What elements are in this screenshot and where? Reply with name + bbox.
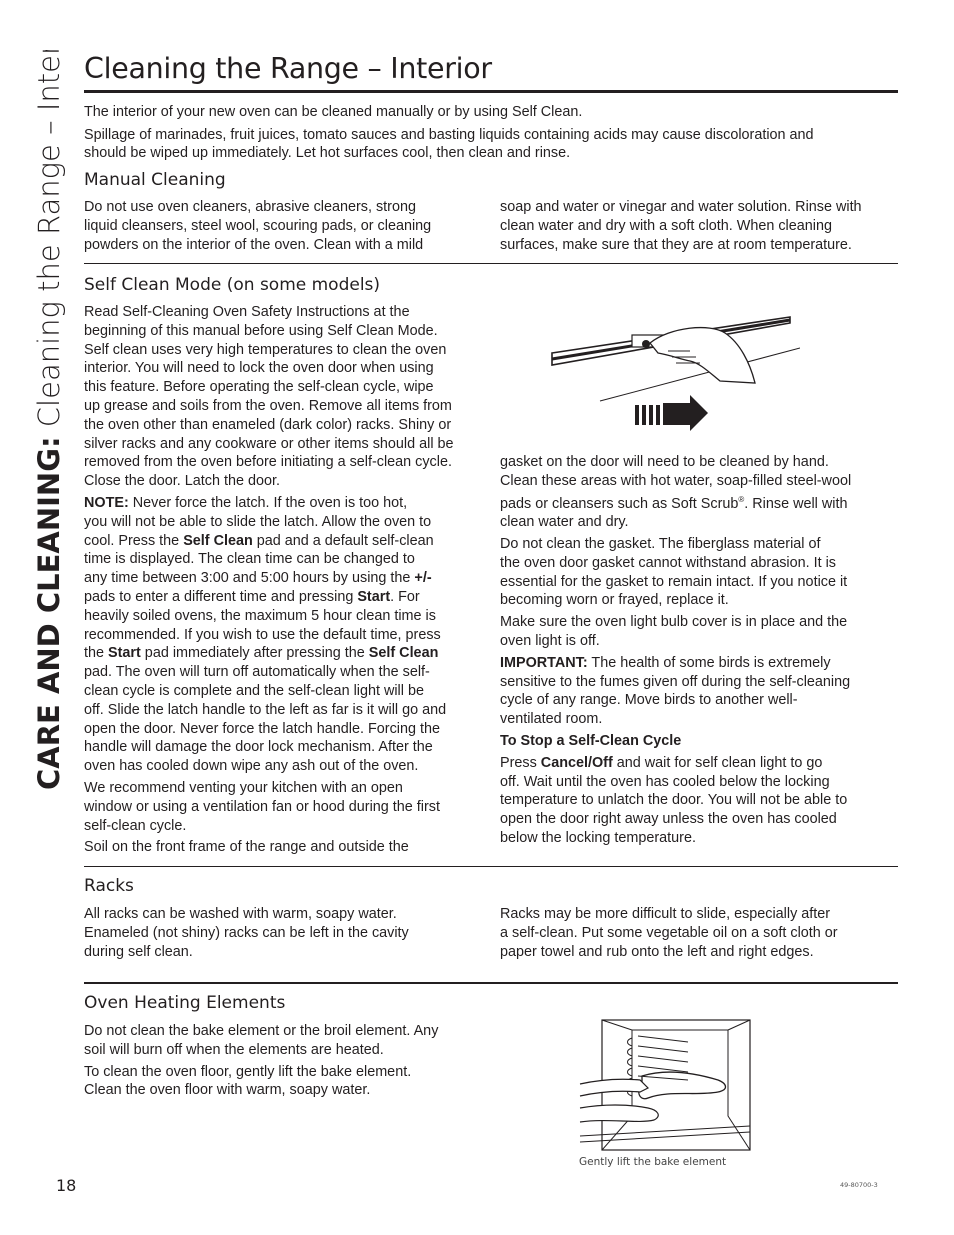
text-line: Do not clean the bake element or the broil element. Any [84, 1023, 439, 1039]
note-label: NOTE: [84, 494, 129, 511]
self-clean-left-column [84, 303, 494, 857]
text-line: oven has cooled down wipe any ash out of the oven. [84, 758, 419, 775]
side-section-tab [25, 50, 65, 790]
text-line: silver racks and any cookware or other items should all be [84, 435, 454, 452]
text-run: The health of some birds is extremely [587, 654, 831, 671]
heating-text [84, 1022, 438, 1100]
text-line: below the locking temperature. [500, 829, 696, 846]
section-divider [84, 263, 898, 264]
racks-left-text [84, 905, 409, 961]
racks-heading: Racks [84, 876, 134, 896]
manual-left-text [84, 198, 431, 254]
text-run: pads to enter a different time and pressing [84, 588, 358, 605]
text-line: Clean these areas with hot water, soap-filled steel-wool [500, 472, 852, 489]
text-line: ventilated room. [500, 711, 603, 728]
text-line: gasket on the door will need to be cleaned by hand. [500, 454, 829, 470]
text-line: open the door. Never force the latch handle. Forcing the [84, 720, 440, 737]
text-run: and wait for self clean light to go [612, 754, 823, 771]
text-run: pad and a default self-clean [252, 532, 434, 549]
text-run: Never force the latch. If the oven is too hot, [128, 494, 408, 511]
text-line: clean cycle is complete and the self-clean light will be [84, 682, 424, 699]
text-line: cycle of any range. Move birds to another well- [500, 692, 798, 709]
text-line: open the door right away unless the oven has cooled [500, 811, 837, 828]
text-line: up grease and soils from the oven. Remove all items from [84, 397, 452, 414]
manual-right-text [500, 198, 862, 254]
note-line-6 [84, 588, 494, 607]
text-line: pad. The oven will turn off automatically when the self- [84, 664, 430, 681]
text-line: off. Slide the latch handle to the left as far is it will go and [84, 701, 447, 718]
page-number: 18 [56, 1176, 77, 1195]
text-line: essential for the gasket to remain intact. If you notice it [500, 573, 848, 590]
svg-text:CARE AND CLEANING: Cleaning th [32, 50, 65, 790]
text-line: Clean the oven floor with warm, soapy water. [84, 1082, 371, 1099]
important-line-1 [500, 654, 900, 673]
document-code: 49-80700-3 [840, 1181, 878, 1189]
text-line: We recommend venting your kitchen with an open [84, 779, 403, 796]
text-run: any time between 3:00 and 5:00 hours by using the [84, 570, 415, 587]
text-line: All racks can be washed with warm, soapy water. [84, 906, 397, 922]
text-line: Soil on the front frame of the range and outside the [84, 839, 409, 856]
text-line: off. Wait until the oven has cooled below the locking [500, 773, 830, 790]
text-line: becoming worn or frayed, replace it. [500, 592, 729, 609]
text-run: . Rinse well with [744, 495, 848, 512]
text-line: during self clean. [84, 943, 193, 960]
text-line: soil will burn off when the elements are heated. [84, 1041, 384, 1058]
side-tab-light: Cleaning the Range – Interior [32, 50, 65, 437]
note-line-1 [84, 494, 494, 513]
self-clean-pad-label: Self Clean [183, 532, 253, 549]
text-line: powders on the interior of the oven. Clean with a mild [84, 236, 424, 253]
text-line: Racks may be more difficult to slide, especially after [500, 906, 831, 922]
text-line: handle will damage the door lock mechanism. After the [84, 739, 433, 756]
text-line: heavily soiled ovens, the maximum 5 hour clean time is [84, 607, 436, 624]
text-line: soap and water or vinegar and water solution. Rinse with [500, 199, 862, 215]
side-tab-bold: CARE AND CLEANING: [32, 436, 65, 790]
text-line: Close the door. Latch the door. [84, 473, 281, 490]
text-run: pad immediately after pressing the [140, 645, 369, 662]
side-tab-svg [25, 50, 65, 790]
door-latch-illustration [550, 313, 800, 431]
manual-cleaning-heading: Manual Cleaning [84, 170, 226, 190]
text-run: . For [390, 588, 420, 605]
section-divider [84, 866, 898, 867]
text-line: sensitive to the fumes given off during the self-cleaning [500, 673, 851, 690]
text-line: Do not use oven cleaners, abrasive cleaners, strong [84, 199, 416, 215]
stop-line-1 [500, 754, 900, 773]
registered-mark: ® [738, 494, 745, 504]
start-pad-label: Start [357, 588, 391, 605]
note-line-3 [84, 532, 494, 551]
text-run: cool. Press the [84, 532, 184, 549]
bake-element-illustration [578, 1018, 758, 1152]
text-line: Enameled (not shiny) racks can be left in the cavity [84, 924, 409, 941]
page-title: Cleaning the Range – Interior [84, 52, 492, 85]
note-line-5 [84, 569, 494, 588]
text-line: interior. You will need to lock the oven door when using [84, 360, 434, 377]
text-run: the [84, 645, 109, 662]
text-line: temperature to unlatch the door. You will not be able to [500, 792, 848, 809]
illustration-caption: Gently lift the bake element [579, 1156, 727, 1168]
text-line: the oven door gasket cannot withstand abrasion. It is [500, 554, 836, 571]
intro-paragraph-2-line-2: should be wiped up immediately. Let hot surfaces cool, then clean and rinse. [84, 145, 571, 161]
text-line: you will not be able to slide the latch. Allow the oven to [84, 513, 432, 530]
important-label: IMPORTANT: [500, 654, 588, 671]
text-line: Self clean uses very high temperatures to clean the oven [84, 341, 447, 358]
text-run: pads or cleansers such as Soft Scrub [500, 495, 739, 512]
heating-elements-heading: Oven Heating Elements [84, 993, 286, 1013]
text-line: liquid cleansers, steel wool, scouring pads, or cleaning [84, 217, 432, 234]
text-line: paper towel and rub onto the left and right edges. [500, 943, 814, 960]
racks-right-text [500, 905, 838, 961]
self-clean-pad-label: Self Clean [368, 645, 439, 662]
text-run: Press [500, 754, 541, 771]
text-line: oven light is off. [500, 632, 600, 649]
plus-minus-pad-label: +/- [414, 570, 432, 587]
text-line: recommended. If you wish to use the default time, press [84, 626, 441, 643]
stop-cycle-heading: To Stop a Self-Clean Cycle [500, 732, 682, 749]
text-line: clean water and dry with a soft cloth. When cleaning [500, 217, 832, 234]
cancel-off-pad-label: Cancel/Off [540, 754, 613, 771]
note-line-9 [84, 644, 494, 663]
text-line: removed from the oven before initiating a self-clean cycle. [84, 454, 452, 471]
text-line: beginning of this manual before using Self Clean Mode. [84, 322, 438, 339]
intro-paragraph-1: The interior of your new oven can be cleaned manually or by using Self Clean. [84, 104, 583, 120]
text-line: window or using a ventilation fan or hood during the first [84, 798, 440, 815]
intro-paragraph-2-line-1: Spillage of marinades, fruit juices, tomato sauces and basting liquids containing acids may cause discoloration and [84, 127, 814, 143]
text-line: the oven other than enameled (dark color) racks. Shiny or [84, 416, 452, 433]
start-pad-label: Start [108, 645, 141, 662]
section-divider [84, 982, 898, 984]
text-line: clean water and dry. [500, 514, 629, 531]
text-line: Make sure the oven light bulb cover is in place and the [500, 614, 848, 631]
self-clean-heading: Self Clean Mode (on some models) [84, 275, 381, 295]
text-line: a self-clean. Put some vegetable oil on a soft cloth or [500, 924, 838, 941]
text-line: Read Self-Cleaning Oven Safety Instructions at the [84, 304, 410, 320]
text-line: self-clean cycle. [84, 817, 187, 834]
text-line: time is displayed. The clean time can be changed to [84, 551, 415, 568]
text-line: surfaces, make sure that they are at room temperature. [500, 236, 852, 253]
text-line: To clean the oven floor, gently lift the bake element. [84, 1063, 412, 1080]
title-divider [84, 90, 898, 93]
text-line: Do not clean the gasket. The fiberglass material of [500, 535, 821, 552]
text-line: this feature. Before operating the self-clean cycle, wipe [84, 379, 434, 396]
soft-scrub-line [500, 491, 900, 514]
self-clean-right-column [500, 453, 900, 848]
